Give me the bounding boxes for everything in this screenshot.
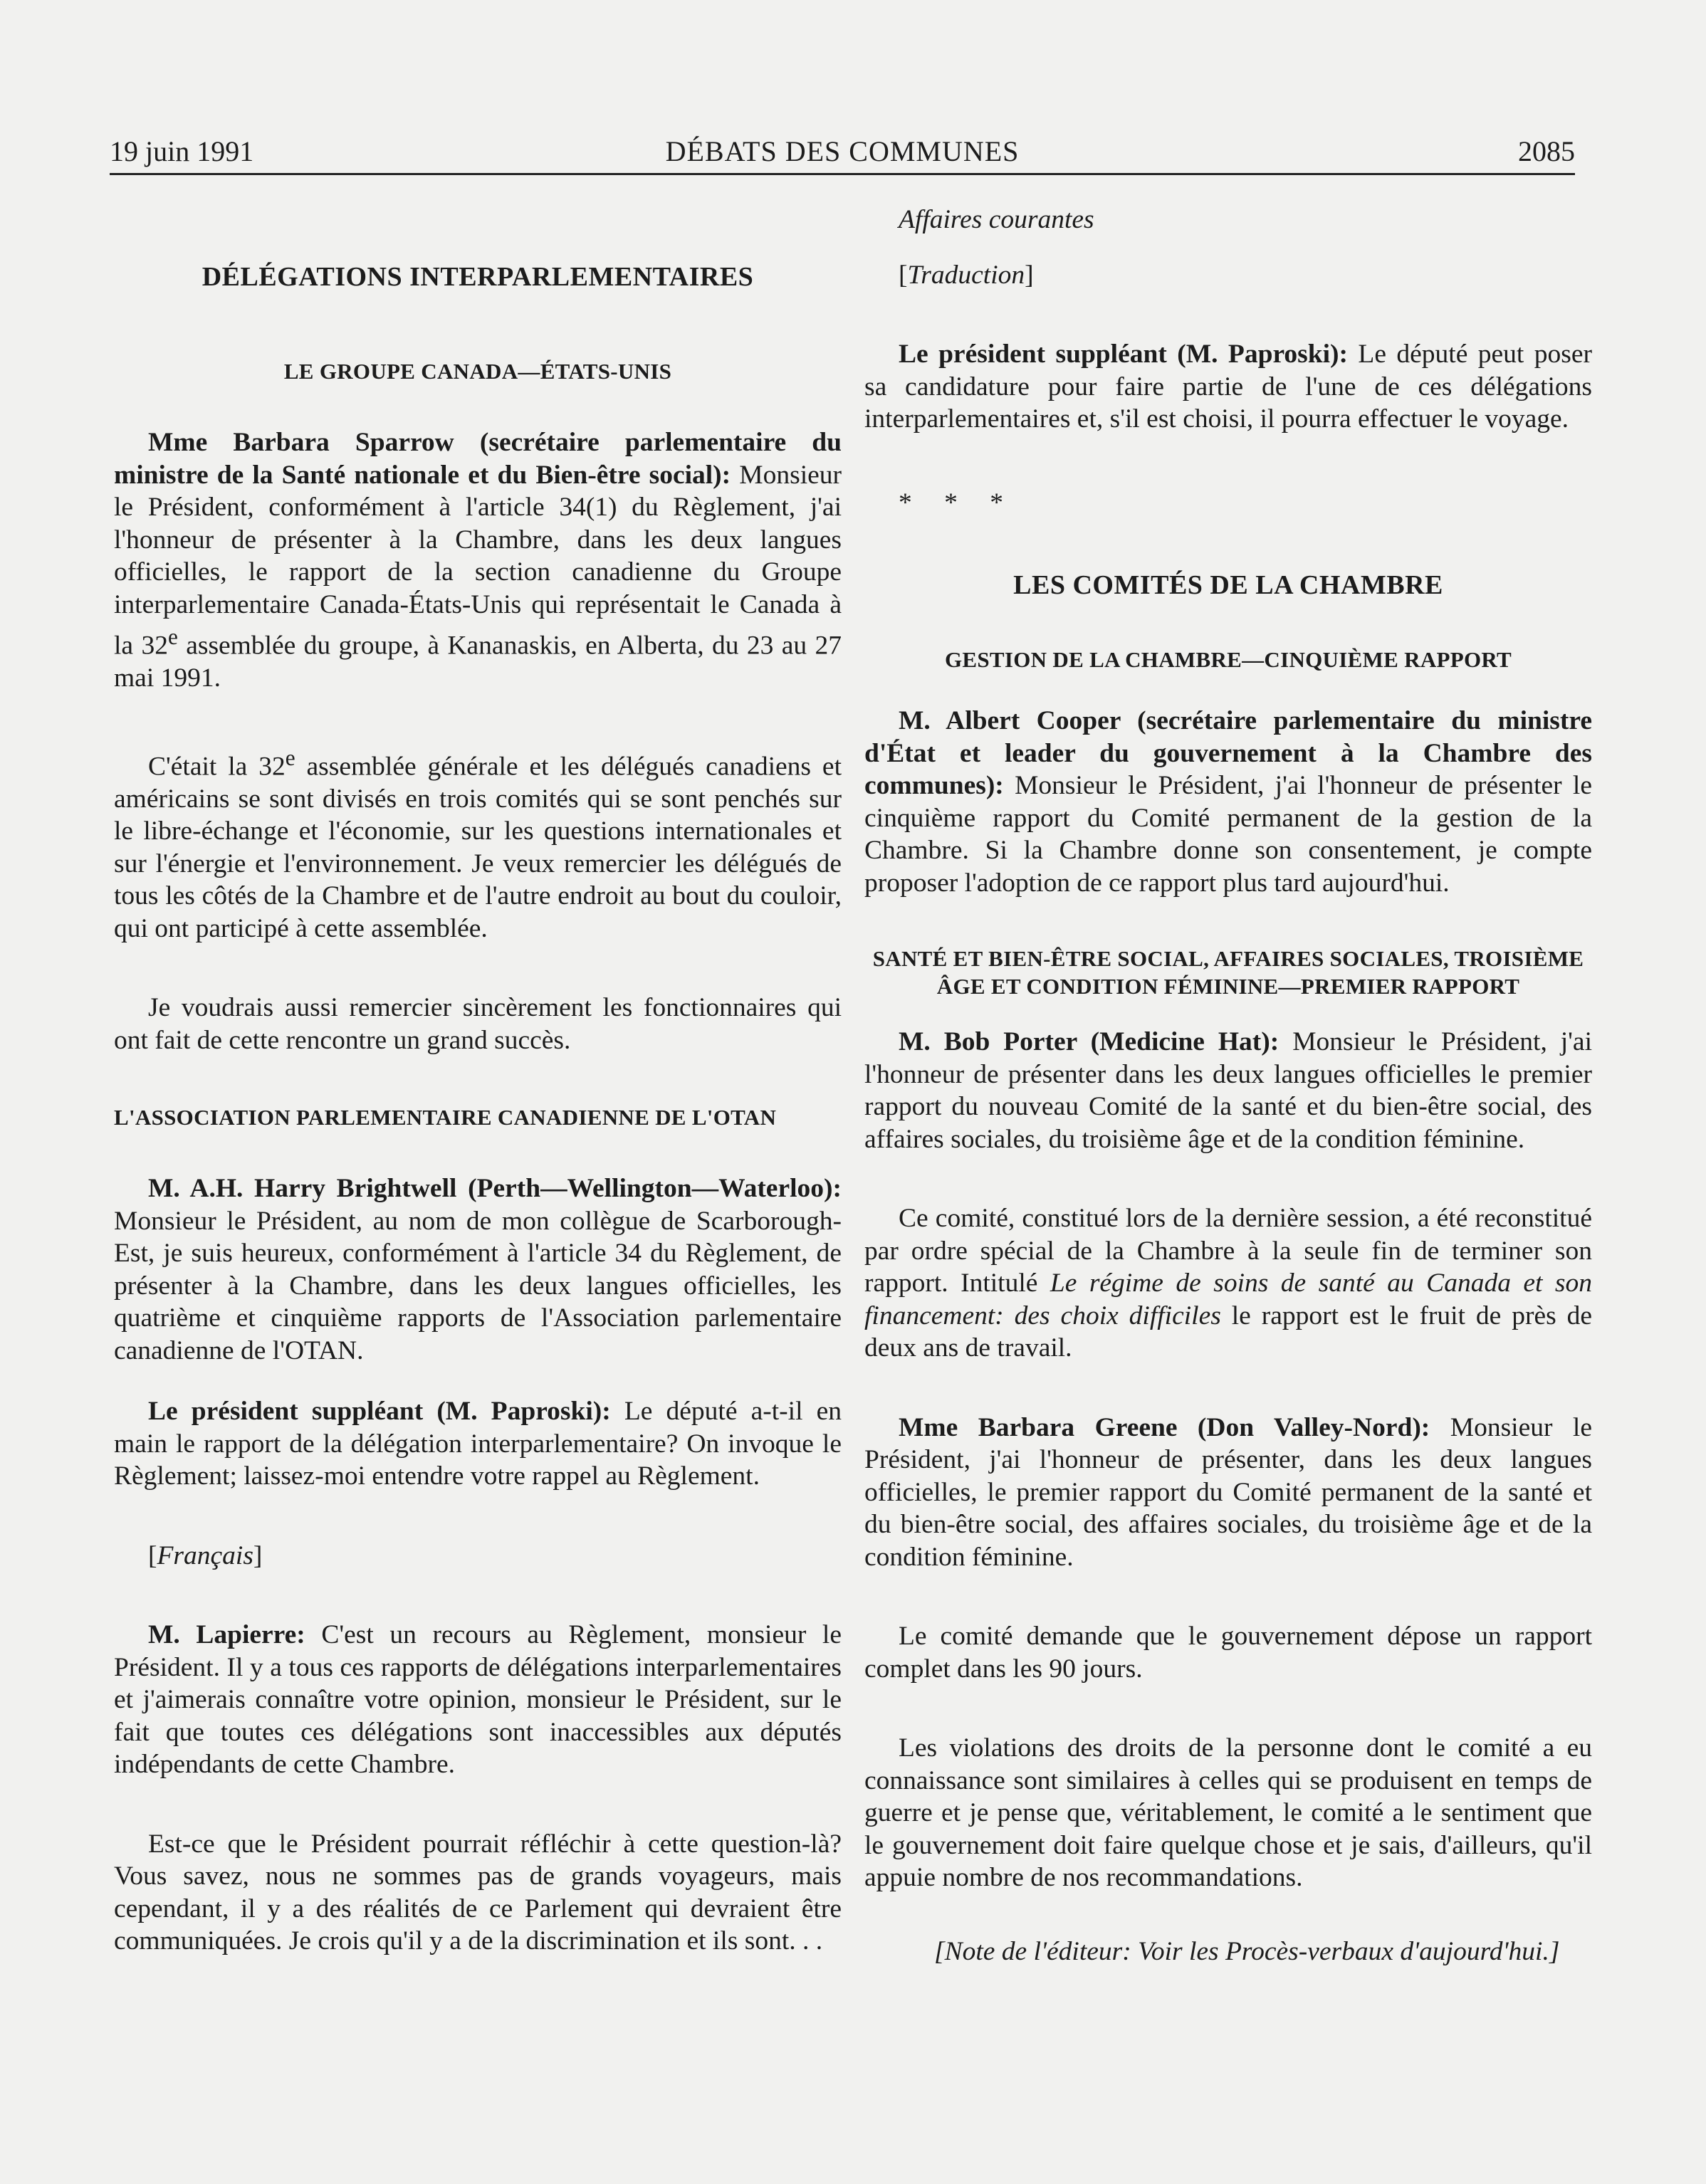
speaker-paproski: Le président suppléant (M. Paproski): xyxy=(899,340,1348,369)
paragraph-paproski-1: Le président suppléant (M. Paproski): Le député a-t-il en main le rapport de la délégation interparlementaire? On invoque le Règlement; laissez-moi entendre votre rappel au Règlement. xyxy=(114,1397,842,1491)
subheading-canada-usa: LE GROUPE CANADA—ÉTATS-UNIS xyxy=(283,359,672,384)
paragraph-brightwell: M. A.H. Harry Brightwell (Perth—Wellington—Waterloo): Monsieur le Président, au nom de mon collègue de Scarborough-Est, je suis heureux, conformément à l'article 34 du Règlement, de présenter à la Chambre, dans les deux langues officielles, les quatrième et cinquième rapports de l'Association parlementaire canadienne de l'OTAN. xyxy=(114,1174,842,1365)
section-separator: * * * xyxy=(899,488,1016,518)
right-column xyxy=(864,182,1592,1968)
report-title: Le régime de soins de santé au Canada et son financement: des choix difficiles xyxy=(864,1269,1592,1330)
rubric-affaires-courantes: Affaires courantes xyxy=(899,205,1094,234)
speaker-lapierre: M. Lapierre: xyxy=(148,1620,305,1649)
paragraph-committee-report: Ce comité, constitué lors de la dernière session, a été reconstitué par ordre spécial de la Chambre à la seule fin de terminer son rapport. Intitulé Le régime de soins de santé au Canada et son financement: des choix difficiles le rapport est le fruit de près de deux ans de travail. xyxy=(864,1204,1592,1363)
paragraph-thanks: Je voudrais aussi remercier sincèrement les fonctionnaires qui ont fait de cette rencontre un grand succès. xyxy=(114,993,842,1055)
paragraph-assembly: C'était la 32e assemblée générale et les délégués canadiens et américains se sont divisés en trois comités qui se sont penchés sur le libre-échange et l'économie, sur les questions internationales et sur l'énergie et l'environnement. Je veux remercier les délégués de tous les côtés de la Chambre et de l'autre endroit au bout du couloir, qui ont participé à cette assemblée. xyxy=(114,745,842,943)
speaker-sparrow: Mme Barbara Sparrow (secrétaire parlementaire du ministre de la Santé nationale et du Bien-être social): xyxy=(114,428,842,490)
running-head xyxy=(110,132,1575,171)
subheading-sante: SANTÉ ET BIEN-ÊTRE SOCIAL, AFFAIRES SOCIALES, TROISIÈME ÂGE ET CONDITION FÉMININE—PREMIER RAPPORT xyxy=(872,946,1584,999)
paragraph-human-rights: Les violations des droits de la personne dont le comité a eu connaissance sont similaires à celles qui se produisent en temps de guerre et je pense que, véritablement, le comité a le sentiment que le gouvernement doit faire quelque chose et je sais, d'ailleurs, qu'il appuie nombre de nos recommandations. xyxy=(864,1733,1592,1892)
section-title-delegations: DÉLÉGATIONS INTERPARLEMENTAIRES xyxy=(202,262,754,292)
paragraph-cooper: M. Albert Cooper (secrétaire parlementaire du ministre d'État et leader du gouvernement à la Chambre des communes): Monsieur le Président, j'ai l'honneur de présenter le cinquième rapport du Comité permanent de la gestion de la Chambre. Si la Chambre donne son consentement, je compte proposer l'adoption de ce rapport plus tard aujourd'hui. xyxy=(864,706,1592,898)
page-number: 2085 xyxy=(1518,135,1575,167)
left-column xyxy=(114,182,842,1958)
header-rule xyxy=(110,173,1575,175)
subheading-gestion: GESTION DE LA CHAMBRE—CINQUIÈME RAPPORT xyxy=(944,647,1512,672)
speaker-brightwell: M. A.H. Harry Brightwell (Perth—Wellington—Waterloo): xyxy=(148,1174,842,1203)
journal-title: DÉBATS DES COMMUNES xyxy=(665,135,1020,167)
subheading-otan: L'ASSOCIATION PARLEMENTAIRE CANADIENNE DE L'OTAN xyxy=(114,1105,777,1130)
speaker-porter: M. Bob Porter (Medicine Hat): xyxy=(899,1027,1280,1056)
paragraph-paproski-2: Le président suppléant (M. Paproski): Le député peut poser sa candidature pour faire partie de l'une de ces délégations interparlementaires et, s'il est choisi, il pourra effectuer le voyage. xyxy=(864,340,1592,434)
paragraph-90-days: Le comité demande que le gouvernement dépose un rapport complet dans les 90 jours. xyxy=(864,1622,1592,1684)
language-marker-francais: [Français] xyxy=(148,1540,263,1570)
paragraph-porter: M. Bob Porter (Medicine Hat): Monsieur le Président, j'ai l'honneur de présenter dans les deux langues officielles le premier rapport du nouveau Comité de la santé et du bien-être social, des affaires sociales, du troisième âge et de la condition féminine. xyxy=(864,1027,1592,1154)
page-date: 19 juin 1991 xyxy=(110,135,254,167)
paragraph-lapierre-2: Est-ce que le Président pourrait réfléchir à cette question-là? Vous savez, nous ne sommes pas de grands voyageurs, mais cependant, il y a des réalités de ce Parlement qui devraient être communiquées. Je crois qu'il y a de la discrimination et ils sont. . . xyxy=(114,1829,842,1955)
paragraph-sparrow: Mme Barbara Sparrow (secrétaire parlementaire du ministre de la Santé nationale et du Bien-être social): Monsieur le Président, conformément à l'article 34(1) du Règlement, j'ai l'honneur de présenter à la Chambre, dans les deux langues officielles, le rapport de la section canadienne du Groupe interparlementaire Canada-États-Unis qui représentait le Canada à la 32e assemblée du groupe, à Kananaskis, en Alberta, du 23 au 27 mai 1991. xyxy=(114,428,842,693)
paragraph-greene: Mme Barbara Greene (Don Valley-Nord): Monsieur le Président, j'ai l'honneur de présenter, dans les deux langues officielles, le premier rapport du Comité permanent de la santé et du bien-être social, des affaires sociales, du troisième âge et de la condition féminine. xyxy=(864,1412,1592,1572)
speaker-greene: Mme Barbara Greene (Don Valley-Nord): xyxy=(899,1412,1430,1442)
speaker-paproski: Le président suppléant (M. Paproski): xyxy=(148,1397,611,1426)
language-marker-traduction: [Traduction] xyxy=(899,260,1034,290)
speaker-cooper: M. Albert Cooper (secrétaire parlementaire du ministre d'État et leader du gouvernement à la Chambre des communes): xyxy=(864,706,1592,800)
editor-note: [Note de l'éditeur: Voir les Procès-verbaux d'aujourd'hui.] xyxy=(934,1936,1560,1966)
paragraph-lapierre: M. Lapierre: C'est un recours au Règlement, monsieur le Président. Il y a tous ces rapports de délégations interparlementaires et j'aimerais connaître votre opinion, monsieur le Président, sur le fait que toutes ces délégations sont inaccessibles aux députés indépendants de cette Chambre. xyxy=(114,1620,842,1779)
section-title-committees: LES COMITÉS DE LA CHAMBRE xyxy=(1013,570,1443,600)
